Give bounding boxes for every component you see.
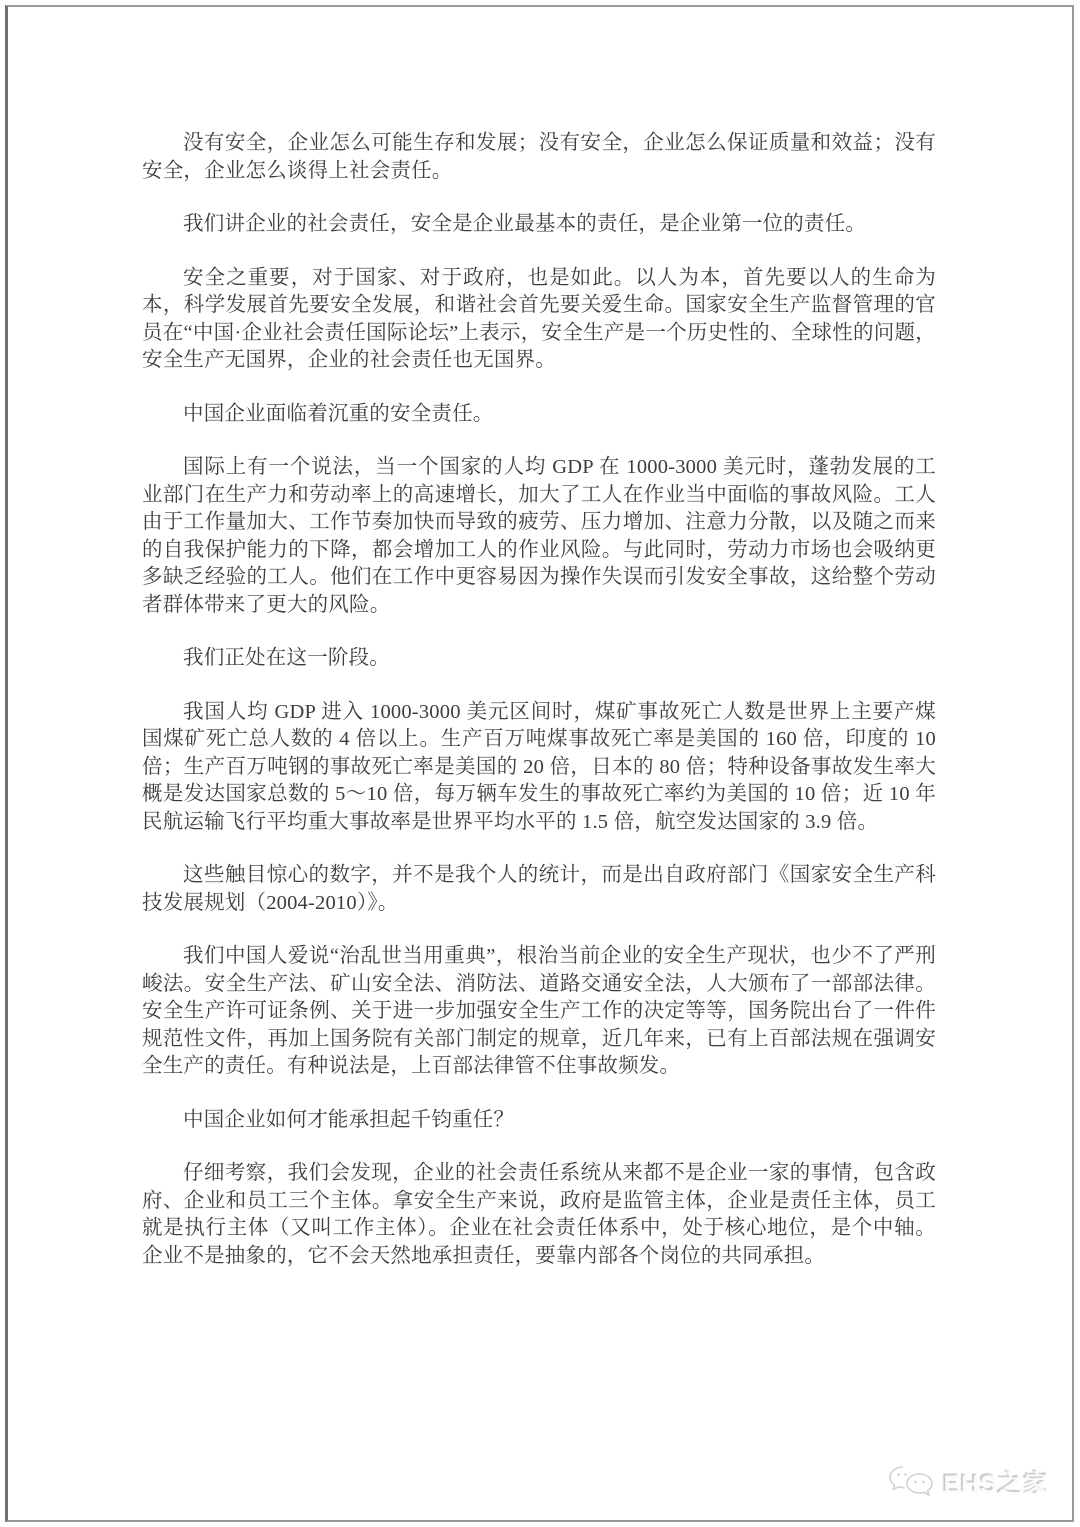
paragraph: 我国人均 GDP 进入 1000-3000 美元区间时，煤矿事故死亡人数是世界上主要产煤国煤矿死亡总人数的 4 倍以上。生产百万吨煤事故死亡率是美国的 160 倍，印度的 10 倍；生产百万吨钢的事故死亡率是美国的 20 倍，日本的 80 倍；特种设备事故发生率大概是发达国家总数的 5～10 倍，每万辆车发生的事故死亡率约为美国的 10 倍；近 10 年民航运输飞行平均重大事故率是世界平均水平的 1.5 倍，航空发达国家的 3.9 倍。: [142, 700, 936, 833]
paragraph: 仔细考察，我们会发现，企业的社会责任系统从来都不是企业一家的事情，包含政府、企业和员工三个主体。拿安全生产来说，政府是监管主体，企业是责任主体，员工就是执行主体（又叫工作主体）。企业在社会责任体系中，处于核心地位，是个中轴。企业不是抽象的，它不会天然地承担责任，要靠内部各个岗位的共同承担。: [142, 1162, 936, 1267]
paragraph: 中国企业如何才能承担起千钧重任？: [183, 1108, 515, 1131]
watermark-text: EHS之家: [943, 1471, 1050, 1499]
paragraph: 我们正处在这一阶段。: [183, 647, 390, 669]
paragraph: 我们讲企业的社会责任，安全是企业最基本的责任，是企业第一位的责任。: [183, 213, 867, 235]
paragraph: 安全之重要，对于国家、对于政府，也是如此。以人为本，首先要以人的生命为本，科学发展首先要安全发展，和谐社会首先要关爱生命。国家安全生产监督管理的官员在“中国·企业社会责任国际论坛”上表示，安全生产是一个历史性的、全球性的问题，安全生产无国界，企业的社会责任也无国界。: [142, 266, 936, 371]
paragraph: 国际上有一个说法，当一个国家的人均 GDP 在 1000-3000 美元时，蓬勃发展的工业部门在生产力和劳动率上的高速增长，加大了工人在作业当中面临的事故风险。工人由于工作量加大、工作节奏加快而导致的疲劳、压力增加、注意力分散，以及随之而来的自我保护能力的下降，都会增加工人的作业风险。与此同时，劳动力市场也会吸纳更多缺乏经验的工人。他们在工作中更容易因为操作失误而引发安全事故，这给整个劳动者群体带来了更大的风险。: [142, 456, 936, 616]
paragraph: 这些触目惊心的数字，并不是我个人的统计，而是出自政府部门《国家安全生产科技发展规划（2004-2010）》。: [142, 864, 936, 914]
document-body: [142, 130, 936, 1296]
paragraph: 中国企业面临着沉重的安全责任。: [183, 402, 494, 425]
wechat-icon: [888, 1465, 936, 1501]
watermark: [888, 1465, 1050, 1501]
paragraph: 没有安全，企业怎么可能生存和发展；没有安全，企业怎么保证质量和效益；没有安全，企业怎么谈得上社会责任。: [142, 132, 936, 182]
paragraph: 我们中国人爱说“治乱世当用重典”，根治当前企业的安全生产现状，也少不了严刑峻法。安全生产法、矿山安全法、消防法、道路交通安全法，人大颁布了一部部法律。安全生产许可证条例、关于进一步加强安全生产工作的决定等等，国务院出台了一件件规范性文件，再加上国务院有关部门制定的规章，近几年来，已有上百部法规在强调安全生产的责任。有种说法是，上百部法律管不住事故频发。: [142, 945, 936, 1077]
